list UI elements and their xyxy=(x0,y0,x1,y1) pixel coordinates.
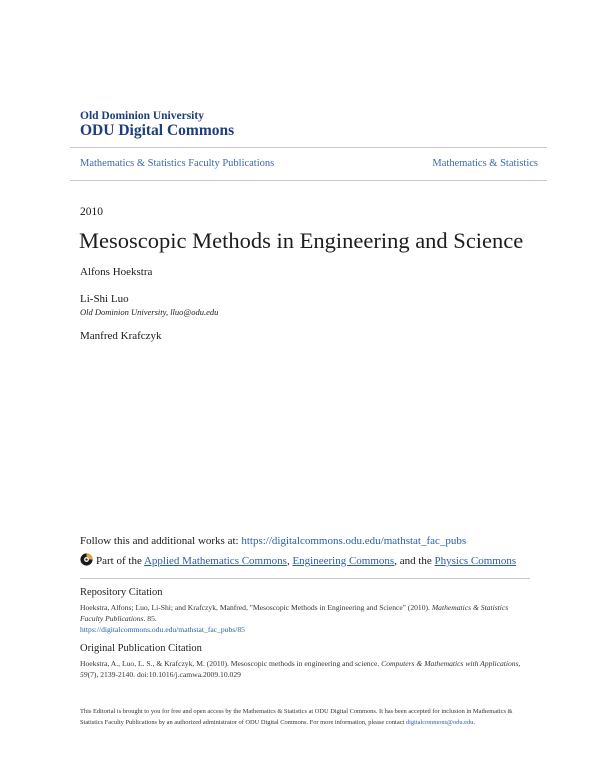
follow-prefix: Follow this and additional works at: xyxy=(80,535,242,547)
part-of-prefix: Part of the xyxy=(96,555,144,567)
repository-citation-text xyxy=(80,602,530,635)
divider xyxy=(80,578,530,579)
citation-number: . 85. xyxy=(143,614,157,623)
citation-details: (7), 2139-2140. doi:10.1016/j.camwa.2009.10.029 xyxy=(87,670,241,679)
original-citation-heading: Original Publication Citation xyxy=(80,643,202,654)
breadcrumb-bar xyxy=(70,147,547,181)
contact-email-link[interactable]: digitalcommons@odu.edu xyxy=(405,718,474,726)
citation-series: Mathematics & Statistics Faculty Publications xyxy=(80,603,509,623)
repository-citation-heading: Repository Citation xyxy=(80,587,163,598)
author-affiliation: Old Dominion University, lluo@odu.edu xyxy=(80,307,219,317)
original-citation-text xyxy=(80,658,530,680)
footer-notice xyxy=(80,707,530,728)
publication-year: 2010 xyxy=(80,206,103,218)
institution-name[interactable]: Old Dominion University xyxy=(80,110,204,122)
applied-mathematics-commons-link[interactable]: Applied Mathematics Commons xyxy=(143,555,287,567)
author-name: Alfons Hoekstra xyxy=(80,266,153,278)
digital-commons-network-icon xyxy=(80,553,93,566)
department-link[interactable]: Mathematics & Statistics xyxy=(432,158,538,169)
citation-text: Hoekstra, Alfons; Luo, Li-Shi; and Krafczyk, Manfred, "Mesoscopic Methods in Engineering and Science" (2010). xyxy=(80,603,432,612)
part-of-line xyxy=(80,553,516,567)
original-citation-body: Hoekstra, A., Luo, L. S., & Krafczyk, M. (2010). Mesoscopic methods in engineering and science. xyxy=(80,659,382,668)
author-name: Manfred Krafczyk xyxy=(80,330,162,342)
page-title: Mesoscopic Methods in Engineering and Science xyxy=(79,228,524,253)
physics-commons-link[interactable]: Physics Commons xyxy=(434,555,517,567)
citation-url-link[interactable]: https://digitalcommons.odu.edu/mathstat_fac_pubs/85 xyxy=(80,625,245,634)
part-of-separator: , and the xyxy=(394,555,435,567)
collection-link[interactable]: Mathematics & Statistics Faculty Publications xyxy=(80,158,275,169)
part-of-separator: , xyxy=(286,555,293,567)
engineering-commons-link[interactable]: Engineering Commons xyxy=(292,555,395,567)
author-name: Li-Shi Luo xyxy=(80,293,129,305)
repository-name[interactable]: ODU Digital Commons xyxy=(80,122,235,139)
follow-url-link[interactable]: https://digitalcommons.odu.edu/mathstat_fac_pubs xyxy=(241,535,467,547)
footer-text: This Editorial is brought to you for free and open access by the Mathematics & Statistics at ODU Digital Commons. It has been accepted for inclusion in Mathematics & Statistics Faculty Publications by an authorized administrator of ODU Digital Commons. For more information, please contact xyxy=(80,708,513,726)
follow-line xyxy=(80,535,466,547)
journal-name: Computers & Mathematics with Applications, 59 xyxy=(80,659,521,679)
footer-end: . xyxy=(473,718,475,726)
